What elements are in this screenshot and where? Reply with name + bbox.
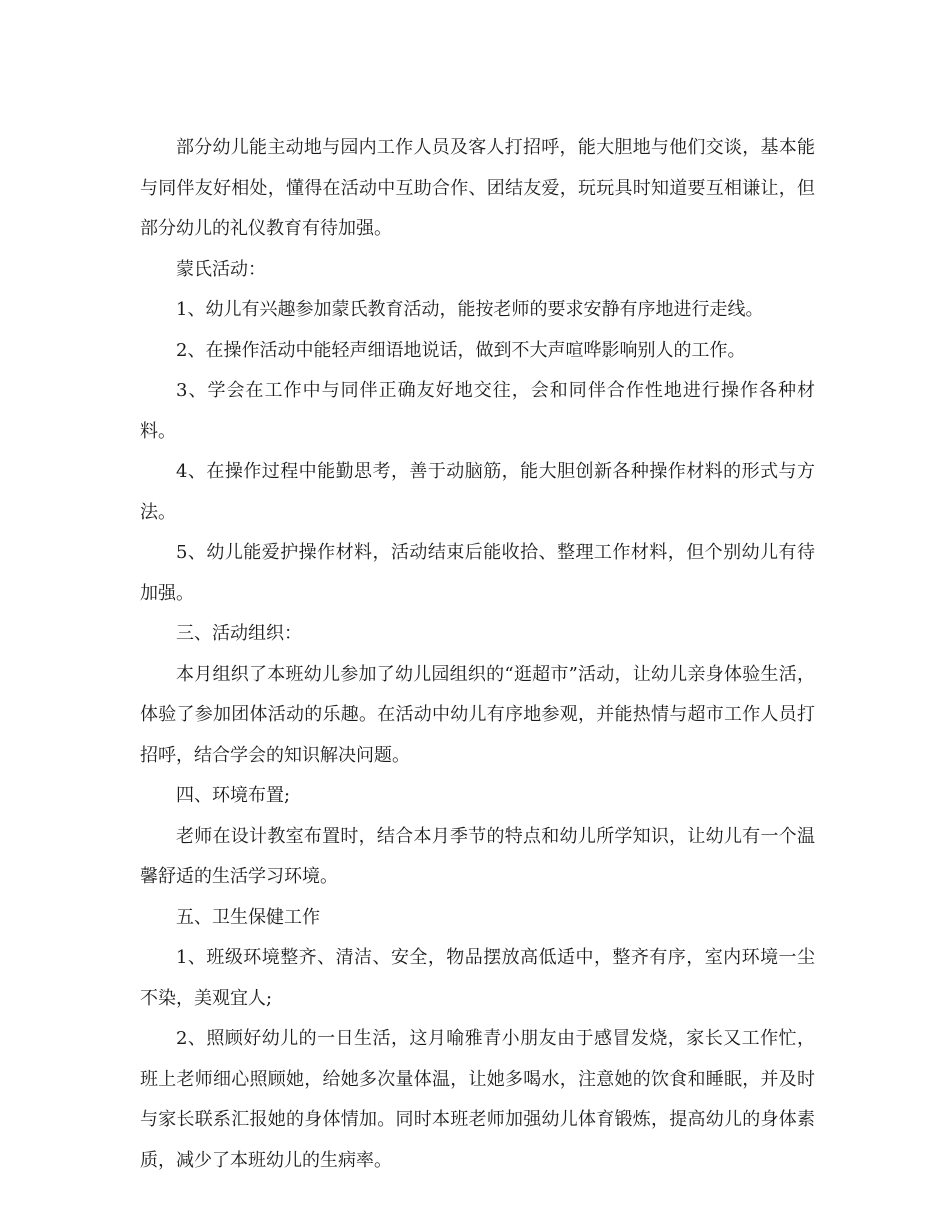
list-item-health-1: 1、班级环境整齐、清洁、安全，物品摆放高低适中，整齐有序，室内环境一尘不染，美观宜人; (140, 947, 815, 1009)
list-item-montessori-3: 3、学会在工作中与同伴正确友好地交往，会和同伴合作性地进行操作各种材料。 (140, 380, 815, 442)
list-item-montessori-5: 5、幼儿能爱护操作材料，活动结束后能收拾、整理工作材料，但个别幼儿有待加强。 (140, 542, 815, 604)
document-body (140, 128, 815, 1181)
heading-activity-organization: 三、活动组织： (176, 623, 302, 644)
list-item-montessori-2: 2、在操作活动中能轻声细语地说话，做到不大声喧哗影响别人的工作。 (176, 339, 746, 361)
paragraph-etiquette: 部分幼儿能主动地与园内工作人员及客人打招呼，能大胆地与他们交谈，基本能与同伴友好相处，懂得在活动中互助合作、团结友爱，玩玩具时知道要互相谦让，但部分幼儿的礼仪教育有待加强。 (140, 137, 815, 239)
paragraph-classroom-layout: 老师在设计教室布置时，结合本月季节的特点和幼儿所学知识，让幼儿有一个温馨舒适的生活学习环境。 (140, 825, 815, 887)
heading-health-care: 五、卫生保健工作 (176, 906, 320, 928)
heading-environment-layout: 四、环境布置; (176, 785, 291, 806)
paragraph-supermarket-activity: 本月组织了本班幼儿参加了幼儿园组织的“逛超市”活动，让幼儿亲身体验生活，体验了参加团体活动的乐趣。在活动中幼儿有序地参观，并能热情与超市工作人员打招呼，结合学会的知识解决问题。 (140, 663, 815, 766)
list-item-health-2: 2、照顾好幼儿的一日生活，这月喻雅青小朋友由于感冒发烧，家长又工作忙，班上老师细心照顾她，给她多次量体温，让她多喝水，注意她的饮食和睡眠，并及时与家长联系汇报她的身体情加。同时本班老师加强幼儿体育锻炼，提高幼儿的身体素质，减少了本班幼儿的生病率。 (140, 1028, 815, 1171)
list-item-montessori-1: 1、幼儿有兴趣参加蒙氏教育活动，能按老师的要求安静有序地进行走线。 (176, 299, 764, 320)
list-item-montessori-4: 4、在操作过程中能勤思考，善于动脑筋，能大胆创新各种操作材料的形式与方法。 (140, 461, 815, 523)
heading-montessori: 蒙氏活动： (176, 258, 266, 280)
